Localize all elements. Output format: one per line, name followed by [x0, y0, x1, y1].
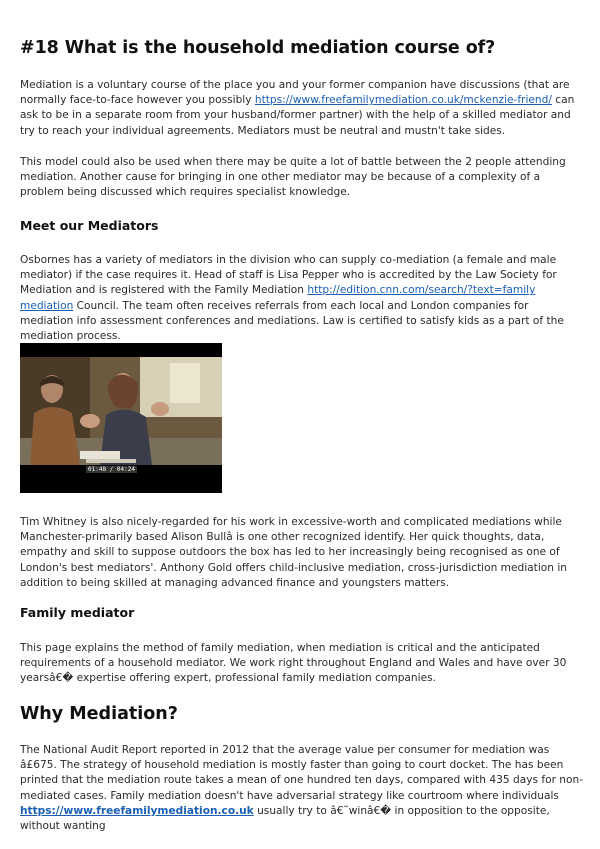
freefamilymediation-link[interactable]: https://www.freefamilymediation.co.uk	[20, 804, 254, 817]
mckenzie-friend-link[interactable]: https://www.freefamilymediation.co.uk/mckenzie-friend/	[254, 94, 552, 107]
family-mediator-heading: Family mediator	[20, 605, 135, 620]
why-mediation-heading: Why Mediation?	[20, 704, 178, 724]
page-title: #18 What is the household mediation course of?	[20, 38, 496, 58]
audit-text-a: The National Audit Report reported in 2012 that the average value per consumer for mediation was â£675. The strategy of household mediation is mostly faster than going to court docket. The has been printed that the mediation route takes a mean of one hundred ten days, compared with 435 days for non- mediated cases. Family mediation doesn't have adversarial strategy like courtroom where individuals	[20, 744, 584, 802]
intro-paragraph	[20, 78, 585, 139]
intro-text-a: Mediation is a voluntary course of the place you and your former companion have discussions (that are normally face-to-face however you possibly	[20, 79, 570, 107]
model-paragraph: This model could also be used when there may be quite a lot of battle between the 2 people attending mediation. Another cause for bringing in one other mediator may be because of a complexity of a problem being discussed which requires specialist knowledge.	[20, 156, 566, 199]
osbornes-text-b: Council. The team often receives referrals from each local and London companies for mediation info assessment conferences and mediations. Law is certified to satisfy kids as a part of the mediation process.	[20, 299, 564, 343]
method-paragraph: This page explains the method of family mediation, when mediation is critical and the anticipated requirements of a household mediator. We work right throughout England and Wales and have over 30 yearsâ€� expertise offering expert, professional family mediation companies.	[20, 642, 567, 685]
meet-mediators-heading: Meet our Mediators	[20, 218, 159, 233]
audit-report-paragraph	[20, 743, 585, 834]
tim-whitney-paragraph: Tim Whitney is also nicely-regarded for his work in excessive-worth and complicated mediations while Manchester-primarily based Alison Bullâ is one other recognized identify. Her quick thoughts, data, empathy and skill to suppose outdoors the box has led to her increasingly being recognised as one of London's best mediators'. Anthony Gold offers child-inclusive mediation, cross-jurisdiction mediation in addition to being skilled at managing advanced finance and youngsters matters.	[20, 516, 567, 589]
osbornes-paragraph	[20, 253, 585, 344]
mediation-video[interactable]	[20, 343, 222, 493]
osbornes-text-a: Osbornes has a variety of mediators in the division who can supply co-mediation (a female and male mediator) if the case requires it. Head of staff is Lisa Pepper who is accredited by the Law Society for Mediation and is registered with the Family Mediation	[20, 254, 557, 297]
audit-text-b: usually try to â€˜winâ€� in opposition to the opposite, without wanting	[20, 804, 550, 833]
cnn-search-link[interactable]: http://edition.cnn.com/search/?text=family mediation	[20, 284, 536, 312]
intro-text-b: can ask to be in a separate room from your husband/former partner) with the help of a skilled mediator and try to reach your individual agreements. Mediators must be neutral and mustn't take sides.	[20, 94, 575, 137]
video-timestamp: 01:48 / 04:24	[88, 466, 135, 473]
